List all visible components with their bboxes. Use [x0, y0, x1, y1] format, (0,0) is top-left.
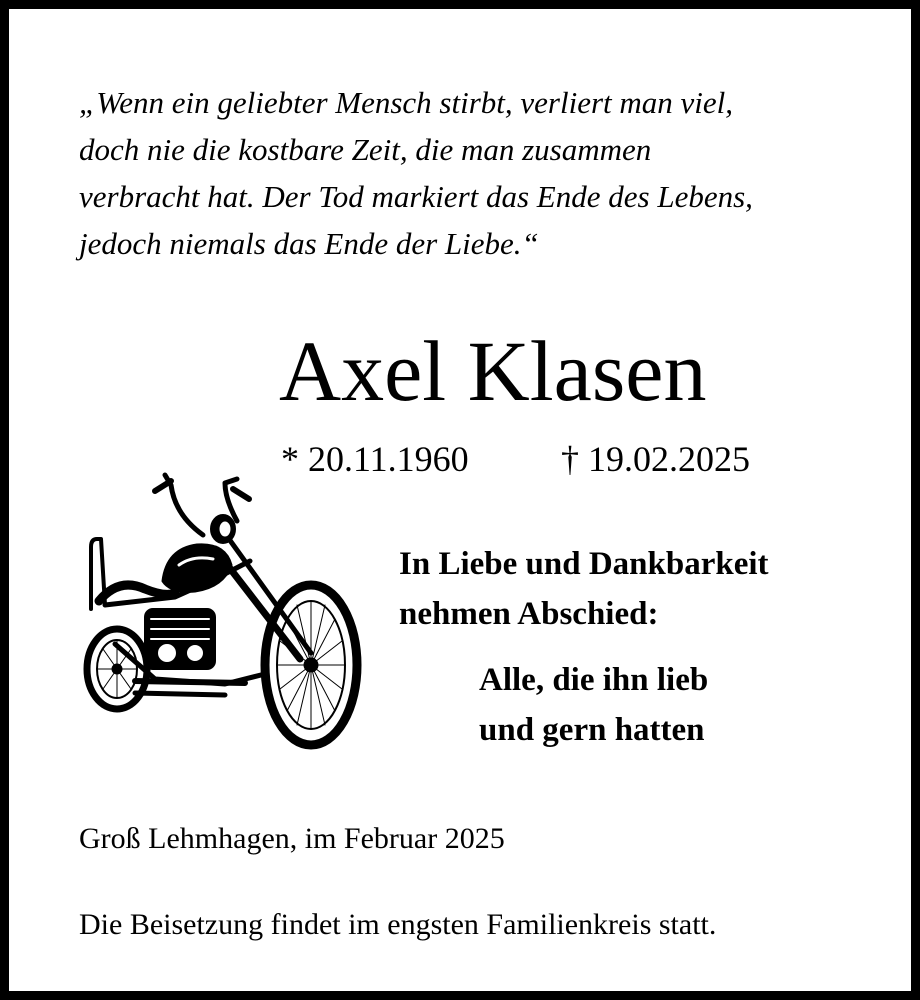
- quote-line: jedoch niemals das Ende der Liebe.“: [79, 226, 539, 261]
- mourners-line: und gern hatten: [479, 712, 705, 748]
- quote-line: doch nie die kostbare Zeit, die man zusammen: [79, 132, 652, 167]
- farewell-line: nehmen Abschied:: [399, 596, 659, 632]
- birth-date: * 20.11.1960: [281, 439, 469, 479]
- burial-note: Die Beisetzung findet im engsten Familienkreis statt.: [79, 908, 717, 941]
- engine-icon: [145, 609, 215, 669]
- deceased-name: Axel Klasen: [279, 323, 707, 419]
- death-date: † 19.02.2025: [561, 439, 750, 479]
- mourners-line: Alle, die ihn lieb: [479, 662, 709, 698]
- mourners: [479, 655, 708, 755]
- quote-line: „Wenn ein geliebter Mensch stirbt, verliert man viel,: [79, 85, 734, 120]
- farewell-statement: [399, 539, 769, 639]
- memorial-quote: [79, 79, 879, 267]
- farewell-line: In Liebe und Dankbarkeit: [399, 546, 769, 582]
- quote-line: verbracht hat. Der Tod markiert das Ende des Lebens,: [79, 179, 753, 214]
- motorcycle-chopper-icon: [75, 469, 375, 759]
- rear-wheel-icon: [87, 629, 147, 709]
- place-and-date: Groß Lehmhagen, im Februar 2025: [79, 822, 505, 855]
